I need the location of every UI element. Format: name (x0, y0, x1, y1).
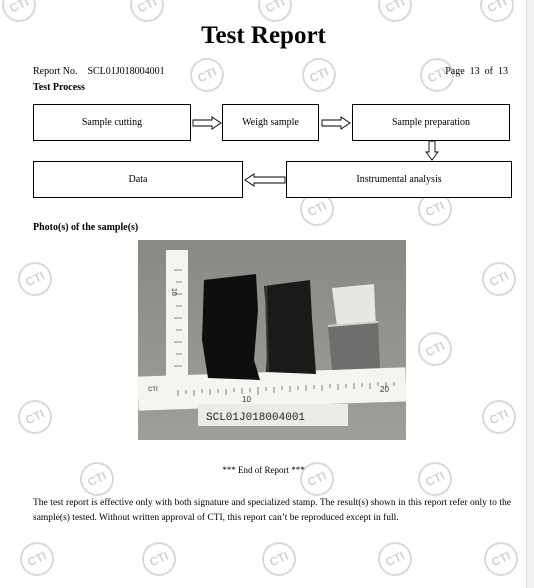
cti-watermark-logo (12, 394, 57, 439)
page-title: Test Report (201, 22, 326, 49)
cti-watermark-logo (372, 536, 417, 581)
cti-watermark-logo (476, 394, 521, 439)
flow-step-instrumental-analysis (286, 161, 512, 198)
flow-step-label: Sample preparation (391, 117, 471, 128)
page-indicator: Page 13 of 13 (445, 66, 508, 77)
flow-step-weigh-sample (222, 104, 319, 141)
cti-watermark-logo (478, 536, 523, 581)
flow-step-sample-preparation (352, 104, 510, 141)
cti-watermark-logo (296, 52, 341, 97)
down-arrow-icon (425, 141, 439, 161)
cti-watermark-logo (136, 536, 181, 581)
sample-photo-illustration (138, 240, 406, 440)
ruler-mark-vertical: 10 (170, 288, 177, 296)
right-arrow-icon (321, 116, 351, 130)
ruler-mark-10: 10 (242, 395, 251, 404)
ruler-mark-20: 20 (380, 385, 389, 394)
flow-step-data (33, 161, 243, 198)
test-process-heading: Test Process (33, 82, 85, 93)
report-number-value: SCL01J018004001 (87, 66, 165, 77)
photo-heading: Photo(s) of the sample(s) (33, 222, 139, 233)
cti-watermark-logo (14, 536, 59, 581)
cti-watermark-logo (12, 256, 57, 301)
cti-watermark-logo (294, 456, 339, 501)
cti-watermark-logo (74, 456, 119, 501)
ruler-brand-label: CTI (148, 387, 158, 393)
cti-watermark-logo (256, 536, 301, 581)
report-number (33, 66, 165, 77)
left-arrow-icon (244, 173, 286, 187)
cti-watermark-logo (412, 456, 457, 501)
flow-step-sample-cutting (33, 104, 191, 141)
sample-id-label: SCL01J018004001 (206, 412, 306, 424)
cti-watermark-logo (184, 52, 229, 97)
cti-watermark-logo (476, 256, 521, 301)
flow-step-label: Instrumental analysis (356, 174, 442, 185)
report-number-label: Report No. (33, 66, 78, 77)
cti-watermark-logo (412, 326, 457, 371)
end-of-report: *** End of Report *** (222, 465, 305, 475)
flow-step-label: Data (128, 174, 148, 185)
flow-step-label: Weigh sample (242, 117, 299, 128)
right-arrow-icon (192, 116, 222, 130)
vertical-scrollbar[interactable] (526, 0, 534, 588)
sample-photo (138, 240, 406, 440)
footer-disclaimer: The test report is effective only with both signature and specialized stamp. The result(s) shown in this report refer only to the sample(s) tested. Without written approval of CTI, this report can’t be reproduced except in full. (33, 498, 511, 523)
flow-step-label: Sample cutting (81, 117, 143, 128)
